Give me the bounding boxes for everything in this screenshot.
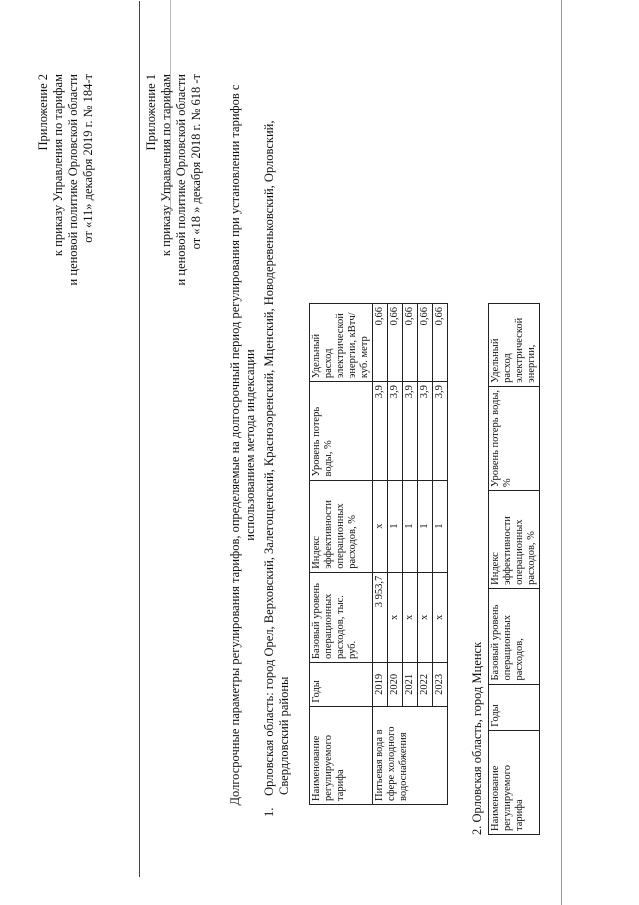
appendix-1-title: Приложение 1 xyxy=(144,74,158,151)
base-cell: 3 953,7 xyxy=(373,572,388,662)
base-cell: х xyxy=(388,572,403,662)
loss-cell: 3,9 xyxy=(403,382,418,480)
base-cell: х xyxy=(433,572,448,662)
document-title: Долгосрочные параметры регулирования тарифов, определяемые на долгосрочный период регулирования при установлении тарифов с использованием метода индексации xyxy=(228,84,257,806)
header-base-level: Базовый уровень операционных расходов, тыс. руб. xyxy=(310,572,373,662)
header-years: Годы xyxy=(310,663,373,707)
section-2-heading: 2. Орловская область, город Мценск xyxy=(470,641,484,835)
appendix-1-line1: к приказу Управления по тарифам xyxy=(159,74,173,257)
header-specific-energy: Удельный расход электрической энергии, xyxy=(489,304,540,387)
index-cell: 1 xyxy=(388,480,403,572)
loss-cell: 3,9 xyxy=(373,382,388,480)
spec-cell: 0,66 xyxy=(403,304,418,382)
scan-edge-line-top xyxy=(139,1,140,877)
header-efficiency-index: Индекс эффективности операционных расходов, % xyxy=(310,480,373,572)
loss-cell: 3,9 xyxy=(433,382,448,480)
appendix-2-line1: к приказу Управления по тарифам xyxy=(51,74,65,257)
scan-edge-line-bottom xyxy=(561,0,562,905)
table-row xyxy=(373,304,388,805)
parameters-table-1 xyxy=(309,303,448,805)
year-cell: 2023 xyxy=(433,663,448,707)
spec-cell: 0,66 xyxy=(388,304,403,382)
spec-cell: 0,66 xyxy=(418,304,433,382)
index-cell: 1 xyxy=(433,480,448,572)
year-cell: 2022 xyxy=(418,663,433,707)
index-cell: 1 xyxy=(418,480,433,572)
appendix-2-line3: от «11» декабря 2019 г. № 184-т xyxy=(81,74,95,243)
year-cell: 2020 xyxy=(388,663,403,707)
appendix-2-header xyxy=(36,74,96,285)
spec-cell: 0,66 xyxy=(373,304,388,382)
header-water-loss: Уровень потерь воды, % xyxy=(489,386,540,490)
spec-cell: 0,66 xyxy=(433,304,448,382)
header-specific-energy: Удельный расход электрической энергии, кВтч/куб. метр xyxy=(310,304,373,382)
header-base-level: Базовый уровень операционных расходов, xyxy=(489,588,540,684)
appendix-1-header xyxy=(144,74,204,285)
loss-cell: 3,9 xyxy=(418,382,433,480)
section-1-text-line1: Орловская область: город Орел, Верховский, Залегощенский, Краснозоренский, Мценский, Новодеревеньковский, Орловский, xyxy=(262,120,276,796)
header-tariff-name: Наименование регулируемого тарифа xyxy=(310,706,373,804)
section-1-text-line2: Свердловский районы xyxy=(277,676,291,795)
parameters-table-2 xyxy=(488,303,540,835)
loss-cell: 3,9 xyxy=(388,382,403,480)
appendix-2-line2: и ценовой политике Орловской области xyxy=(66,74,80,286)
table-header-row xyxy=(489,304,540,835)
year-cell: 2021 xyxy=(403,663,418,707)
header-tariff-name: Наименование регулируемого тарифа xyxy=(489,730,540,834)
appendix-2-title: Приложение 2 xyxy=(36,74,50,151)
index-cell: х xyxy=(373,480,388,572)
base-cell: х xyxy=(403,572,418,662)
tariff-name-cell: Питьевая вода в сфере холодного водоснабжения xyxy=(373,706,448,804)
appendix-1-line3: от «18 » декабря 2018 г. № 618 -т xyxy=(189,74,203,250)
base-cell: х xyxy=(418,572,433,662)
appendix-1-line2: и ценовой политике Орловской области xyxy=(174,74,188,286)
header-efficiency-index: Индекс эффективности операционных расходов, % xyxy=(489,491,540,589)
year-cell: 2019 xyxy=(373,663,388,707)
table-header-row xyxy=(310,304,373,805)
section-1-number: 1. xyxy=(262,807,276,817)
header-years: Годы xyxy=(489,684,540,730)
index-cell: 1 xyxy=(403,480,418,572)
header-water-loss: Уровень потерь воды, % xyxy=(310,382,373,480)
section-1-heading xyxy=(262,47,292,817)
